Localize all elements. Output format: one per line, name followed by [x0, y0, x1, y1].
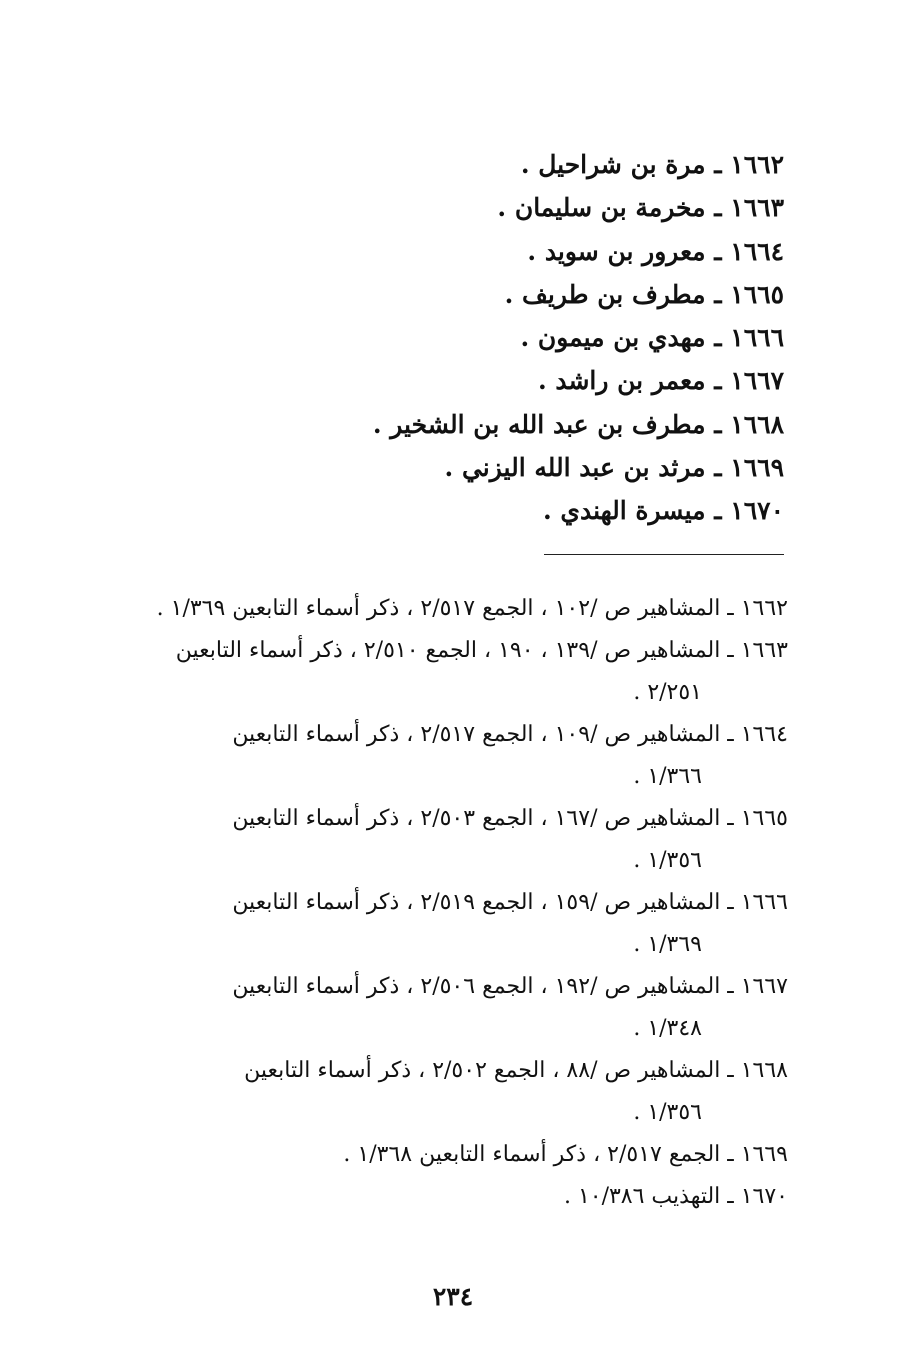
footnote	[98, 966, 788, 1050]
footnote-divider	[544, 554, 784, 555]
footnote	[98, 1050, 788, 1134]
entry-item: ١٦٦٤ ـ معرور بن سويد .	[527, 236, 784, 266]
entry-item: ١٦٦٩ ـ مرثد بن عبد الله اليزني .	[444, 453, 784, 483]
footnote	[98, 630, 788, 714]
footnote-continuation: ٢/٢٥١ .	[633, 680, 702, 705]
footnote	[98, 588, 788, 630]
page-number: ٢٣٤	[432, 1282, 474, 1311]
footnote	[98, 1176, 788, 1218]
footnote	[98, 882, 788, 966]
footnote-line: ١٦٦٨ ـ المشاهير ص /٨٨ ، الجمع ٢/٥٠٢ ، ذكر أسماء التابعين	[244, 1058, 788, 1083]
entry-item: ١٦٧٠ ـ ميسرة الهندي .	[542, 496, 784, 526]
footnote-line: ١٦٦٣ ـ المشاهير ص /١٣٩ ، ١٩٠ ، الجمع ٢/٥١٠ ، ذكر أسماء التابعين	[175, 638, 788, 663]
entry-item: ١٦٦٣ ـ مخرمة بن سليمان .	[497, 193, 784, 223]
footnote-line: ١٦٦٩ ـ الجمع ٢/٥١٧ ، ذكر أسماء التابعين ١/٣٦٨ .	[343, 1142, 788, 1167]
footnote-continuation: ١/٣٥٦ .	[633, 1100, 702, 1125]
footnotes	[98, 588, 788, 1218]
footnote-line: ١٦٦٧ ـ المشاهير ص /١٩٢ ، الجمع ٢/٥٠٦ ، ذكر أسماء التابعين	[232, 974, 788, 999]
footnote	[98, 1134, 788, 1176]
footnote-line: ١٦٧٠ ـ التهذيب ١٠/٣٨٦ .	[563, 1184, 788, 1209]
footnote-continuation: ١/٣٤٨ .	[633, 1016, 702, 1041]
footnote-continuation: ١/٣٦٦ .	[633, 764, 702, 789]
entry-item: ١٦٦٦ ـ مهدي بن ميمون .	[520, 323, 784, 353]
footnote-line: ١٦٦٤ ـ المشاهير ص /١٠٩ ، الجمع ٢/٥١٧ ، ذكر أسماء التابعين	[232, 722, 788, 747]
footnote-line: ١٦٦٦ ـ المشاهير ص /١٥٩ ، الجمع ٢/٥١٩ ، ذكر أسماء التابعين	[232, 890, 788, 915]
entry-item: ١٦٦٥ ـ مطرف بن طريف .	[504, 279, 784, 309]
entry-item: ١٦٦٢ ـ مرة بن شراحيل .	[520, 150, 784, 179]
footnote	[98, 798, 788, 882]
footnote-line: ١٦٦٢ ـ المشاهير ص /١٠٢ ، الجمع ٢/٥١٧ ، ذكر أسماء التابعين ١/٣٦٩ .	[156, 596, 788, 621]
entry-item: ١٦٦٧ ـ معمر بن راشد .	[537, 366, 784, 396]
footnote-continuation: ١/٣٥٦ .	[633, 848, 702, 873]
footnote-continuation: ١/٣٦٩ .	[633, 932, 702, 957]
footnote-line: ١٦٦٥ ـ المشاهير ص /١٦٧ ، الجمع ٢/٥٠٣ ، ذكر أسماء التابعين	[232, 806, 788, 831]
entry-list	[224, 143, 784, 533]
entry-item: ١٦٦٨ ـ مطرف بن عبد الله بن الشخير .	[372, 409, 784, 439]
footnote	[98, 714, 788, 798]
